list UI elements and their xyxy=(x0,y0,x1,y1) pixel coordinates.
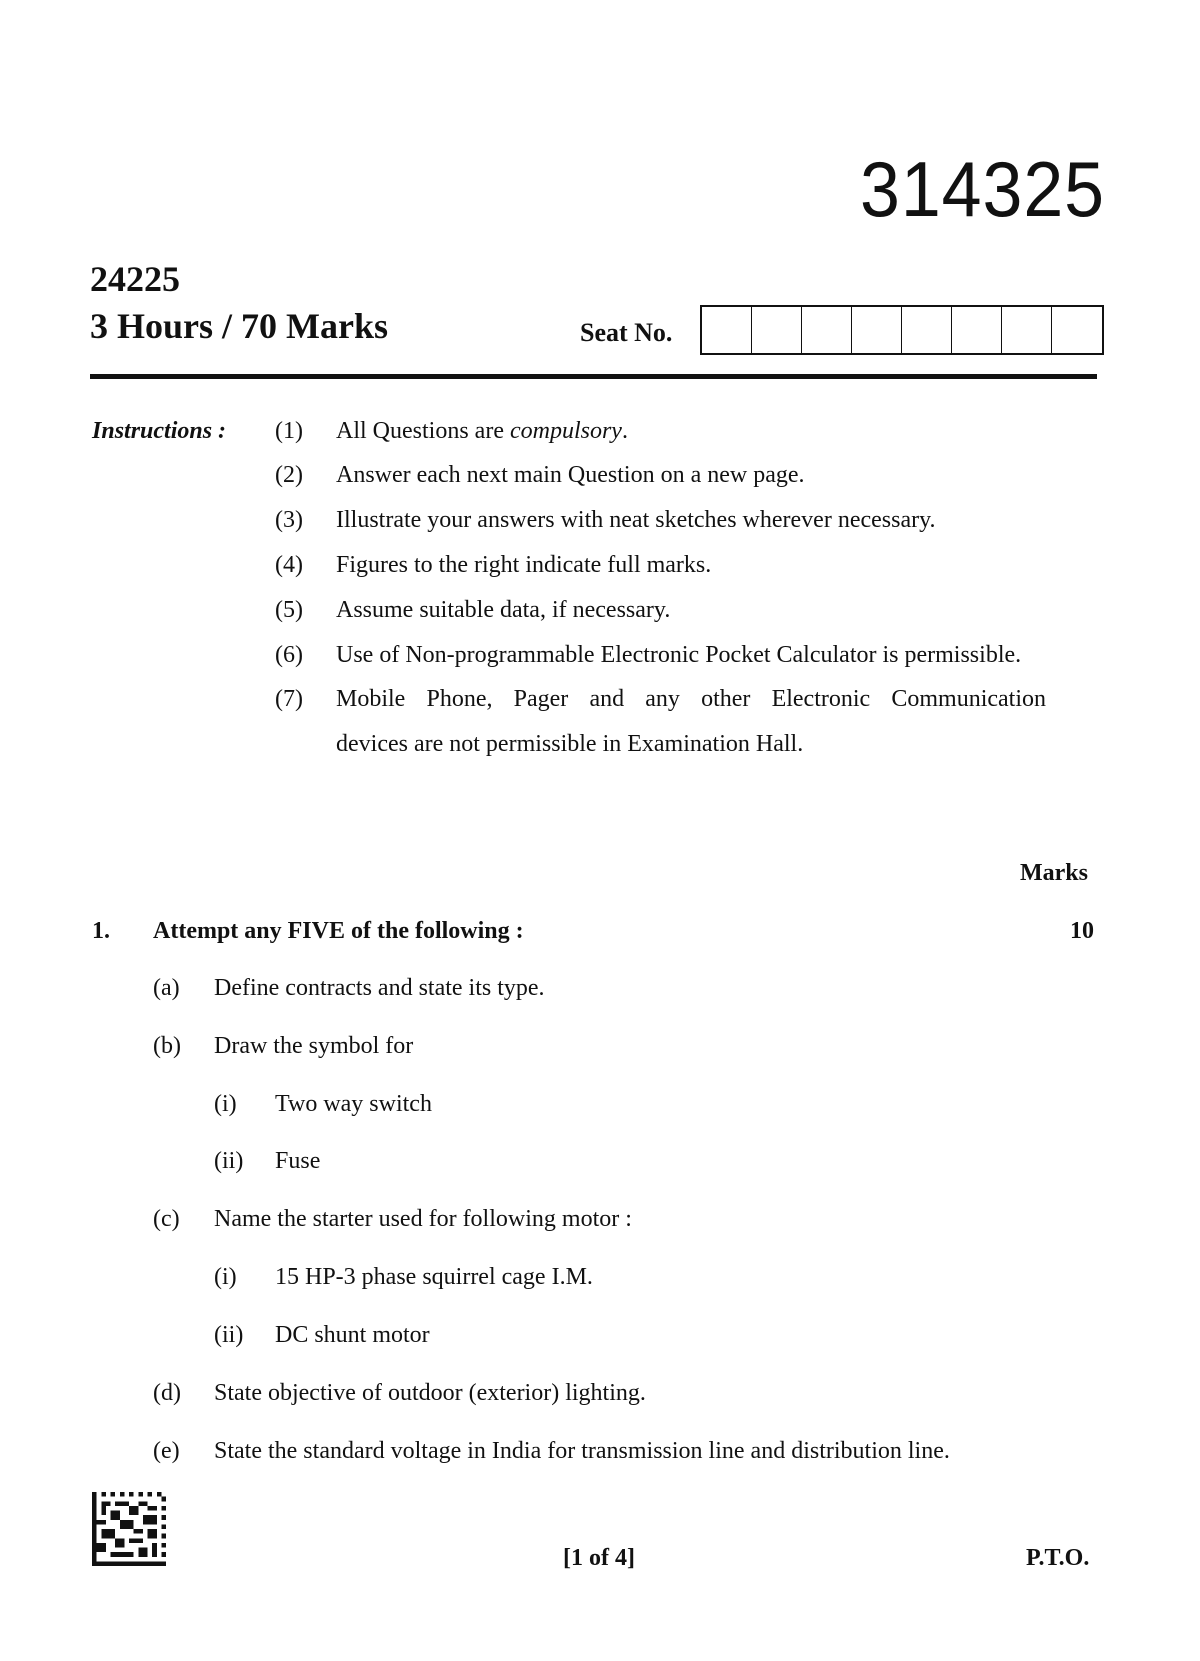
instruction-number: (7) xyxy=(275,686,303,712)
part-label: (b) xyxy=(153,1033,181,1059)
part-label: (e) xyxy=(153,1438,180,1464)
instruction-number: (2) xyxy=(275,462,303,488)
question-number: 1. xyxy=(92,918,110,944)
subpart-text: DC shunt motor xyxy=(275,1322,430,1348)
instruction-text: Use of Non-programmable Electronic Pocket Calculator is permissible. xyxy=(336,642,1022,668)
instruction-text: Mobile Phone, Pager and any other Electronic Communication xyxy=(336,686,1046,712)
instruction-number: (6) xyxy=(275,642,303,668)
instruction-text: Figures to the right indicate full marks. xyxy=(336,552,712,578)
seat-box xyxy=(902,307,952,353)
subpart-label: (ii) xyxy=(214,1148,244,1174)
instruction-number: (3) xyxy=(275,507,303,533)
seat-box xyxy=(802,307,852,353)
part-label: (d) xyxy=(153,1380,181,1406)
part-text: Name the starter used for following motor : xyxy=(214,1206,632,1232)
marks-heading: Marks xyxy=(1020,860,1088,886)
question-marks: 10 xyxy=(1070,918,1094,944)
page-number: [1 of 4] xyxy=(563,1545,635,1571)
part-label: (a) xyxy=(153,975,180,1001)
subpart-label: (ii) xyxy=(214,1322,244,1348)
instruction-number: (1) xyxy=(275,418,303,444)
part-text: State objective of outdoor (exterior) lighting. xyxy=(214,1380,646,1406)
subpart-label: (i) xyxy=(214,1091,237,1117)
instructions-title: Instructions : xyxy=(92,418,227,444)
instruction-text: Illustrate your answers with neat sketches wherever necessary. xyxy=(336,507,936,533)
paper-code: 314325 xyxy=(860,145,1105,233)
instruction-number: (4) xyxy=(275,552,303,578)
subpart-text: Fuse xyxy=(275,1148,321,1174)
seat-box xyxy=(1052,307,1102,353)
header-divider xyxy=(90,374,1097,379)
part-label: (c) xyxy=(153,1206,180,1232)
seat-box xyxy=(702,307,752,353)
instruction-text: Answer each next main Question on a new page. xyxy=(336,462,805,488)
part-text: Define contracts and state its type. xyxy=(214,975,545,1001)
question-title: Attempt any FIVE of the following : xyxy=(153,918,524,944)
seat-box xyxy=(752,307,802,353)
seat-box xyxy=(952,307,1002,353)
seat-number-label: Seat No. xyxy=(580,318,673,347)
exam-duration: 3 Hours / 70 Marks xyxy=(90,306,389,346)
subpart-text: 15 HP-3 phase squirrel cage I.M. xyxy=(275,1264,593,1290)
subpart-label: (i) xyxy=(214,1264,237,1290)
instruction-text-continued: devices are not permissible in Examination Hall. xyxy=(336,731,804,757)
scheme-code: 24225 xyxy=(90,259,180,299)
datamatrix-code-icon xyxy=(92,1492,166,1566)
instruction-text: Assume suitable data, if necessary. xyxy=(336,597,671,623)
seat-box xyxy=(852,307,902,353)
part-text: State the standard voltage in India for transmission line and distribution line. xyxy=(214,1438,950,1464)
seat-number-boxes xyxy=(700,305,1104,355)
seat-box xyxy=(1002,307,1052,353)
instruction-number: (5) xyxy=(275,597,303,623)
emphasis-text: compulsory xyxy=(509,418,622,444)
part-text: Draw the symbol for xyxy=(214,1033,414,1059)
instruction-text: All Questions are compulsory. xyxy=(336,418,628,444)
please-turn-over: P.T.O. xyxy=(1026,1545,1090,1571)
subpart-text: Two way switch xyxy=(275,1091,432,1117)
